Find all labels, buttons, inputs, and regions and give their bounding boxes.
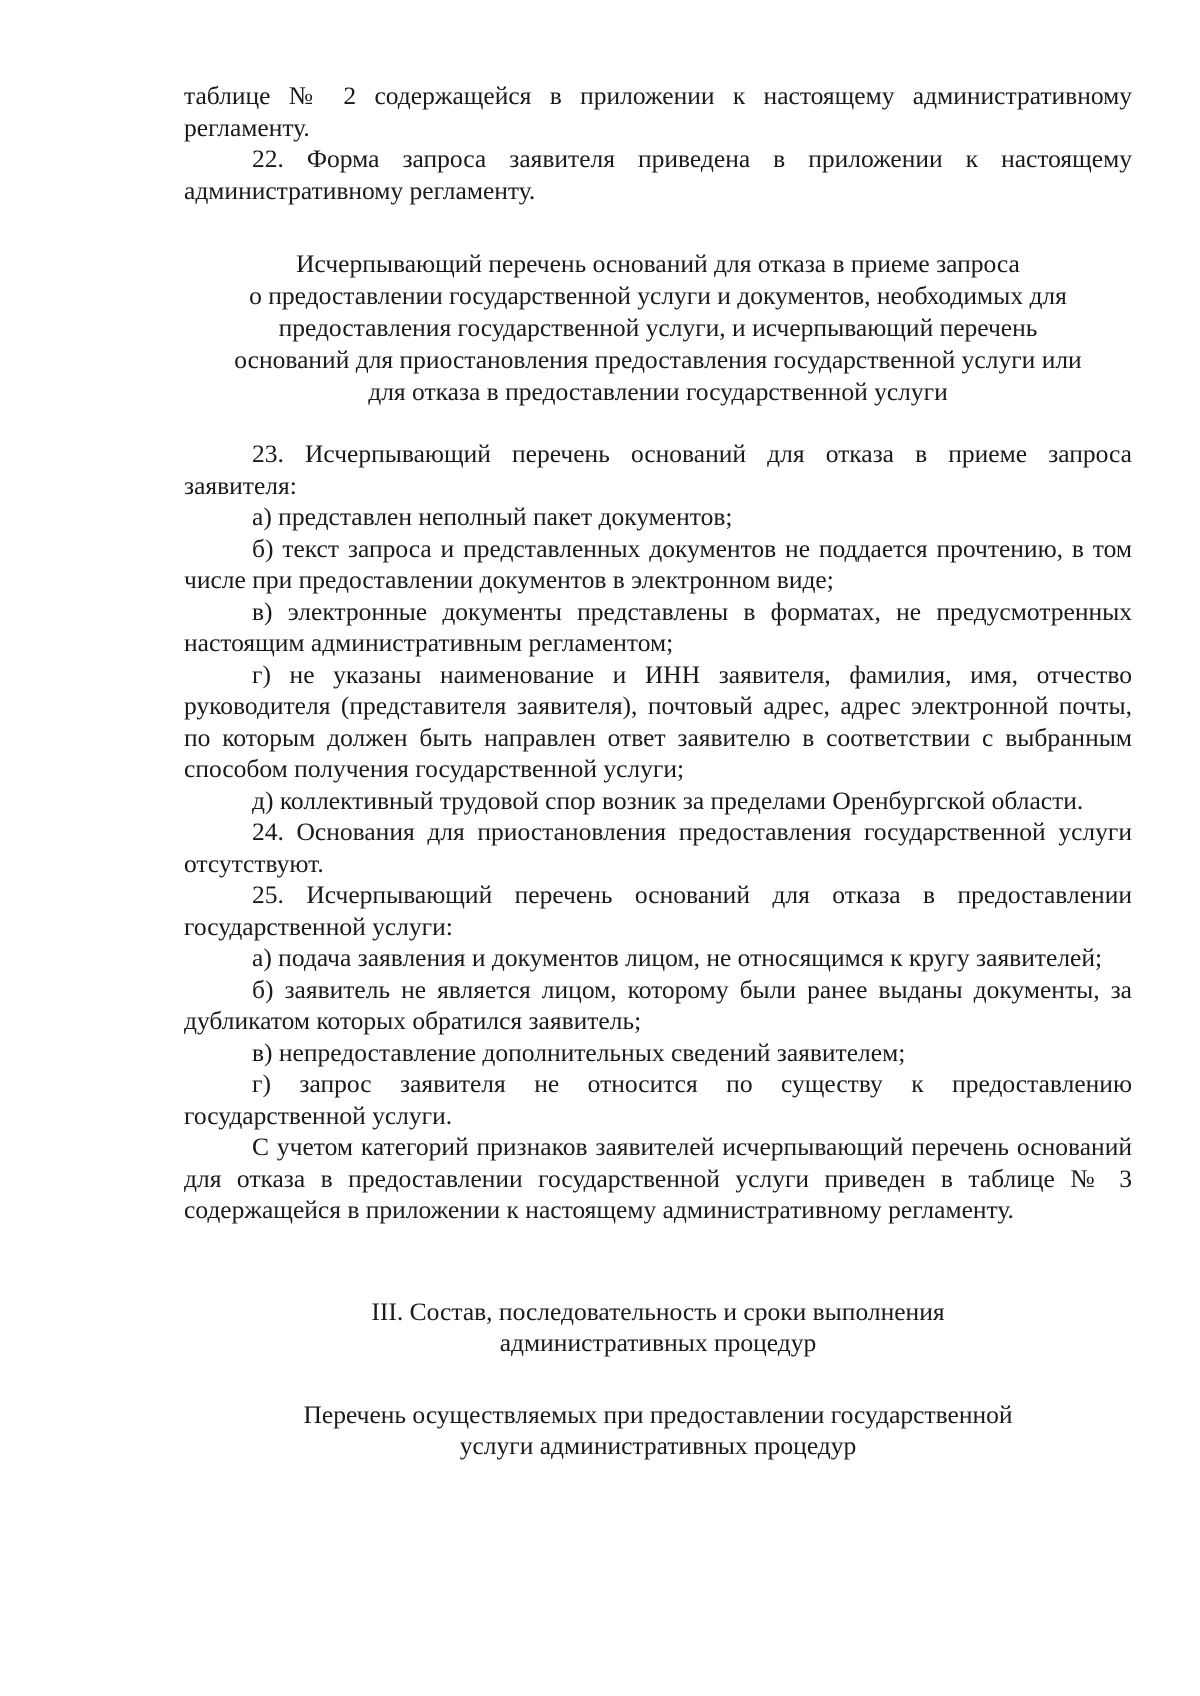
subsection-title-procedures <box>184 1399 1132 1462</box>
list-item-25g: г) запрос заявителя не относится по существу к предоставлению государственной услуги. <box>184 1069 1132 1130</box>
paragraph-continuation: таблице № 2 содержащейся в приложении к настоящему административному регламенту. <box>184 81 1132 142</box>
paragraph-table-3-reference: С учетом категорий признаков заявителей исчерпывающий перечень оснований для отказа в предоставлении государственной услуги приведен в таблице № 3 содержащейся в приложении к настоящему административному регламенту. <box>184 1132 1132 1224</box>
subsection-title-line: услуги административных процедур <box>459 1431 857 1460</box>
paragraph-23: 23. Исчерпывающий перечень оснований для отказа в приеме запроса заявителя: <box>184 439 1132 500</box>
list-item-25v: в) непредоставление дополнительных сведений заявителем; <box>252 1037 906 1067</box>
paragraph-22: 22. Форма запроса заявителя приведена в приложении к настоящему административному регламенту. <box>184 144 1132 205</box>
list-item-25a: а) подача заявления и документов лицом, не относящимся к кругу заявителей; <box>252 943 1103 972</box>
paragraph-25: 25. Исчерпывающий перечень оснований для отказа в предоставлении государственной услуги: <box>184 880 1132 941</box>
list-item-23d: д) коллективный трудовой спор возник за пределами Оренбургской области. <box>252 785 1084 815</box>
list-item-23v: в) электронные документы представлены в форматах, не предусмотренных настоящим административным регламентом; <box>184 596 1132 657</box>
heading-line: о предоставлении государственной услуги и документов, необходимых для <box>249 281 1067 310</box>
section-title-line: III. Состав, последовательность и сроки выполнения <box>371 1296 945 1326</box>
heading-line: для отказа в предоставлении государственной услуги <box>368 377 948 406</box>
paragraph-24: 24. Основания для приостановления предоставления государственной услуги отсутствуют. <box>184 817 1132 878</box>
heading-refusal-grounds <box>184 248 1132 408</box>
heading-line: предоставления государственной услуги, и исчерпывающий перечень <box>278 313 1038 342</box>
heading-line: оснований для приостановления предоставления государственной услуги или <box>234 345 1082 374</box>
list-item-25b: б) заявитель не является лицом, которому были ранее выданы документы, за дубликатом которых обратился заявитель; <box>184 974 1132 1035</box>
list-item-23a: а) представлен неполный пакет документов; <box>252 502 733 531</box>
document-page <box>184 80 1132 1462</box>
list-item-23b: б) текст запроса и представленных документов не поддается прочтению, в том числе при предоставлении документов в электронном виде; <box>184 533 1132 594</box>
section-title-line: административных процедур <box>499 1328 817 1357</box>
list-item-23g: г) не указаны наименование и ИНН заявителя, фамилия, имя, отчество руководителя (представителя заявителя), почтовый адрес, адрес электронной почты, по которым должен быть направлен ответ заявителю в соответствии с выбранным способом получения государственной услуги; <box>184 659 1132 783</box>
subsection-title-line: Перечень осуществляемых при предоставлении государственной <box>303 1399 1013 1429</box>
section-title-iii <box>184 1296 1132 1359</box>
heading-line: Исчерпывающий перечень оснований для отказа в приеме запроса <box>296 249 1020 278</box>
